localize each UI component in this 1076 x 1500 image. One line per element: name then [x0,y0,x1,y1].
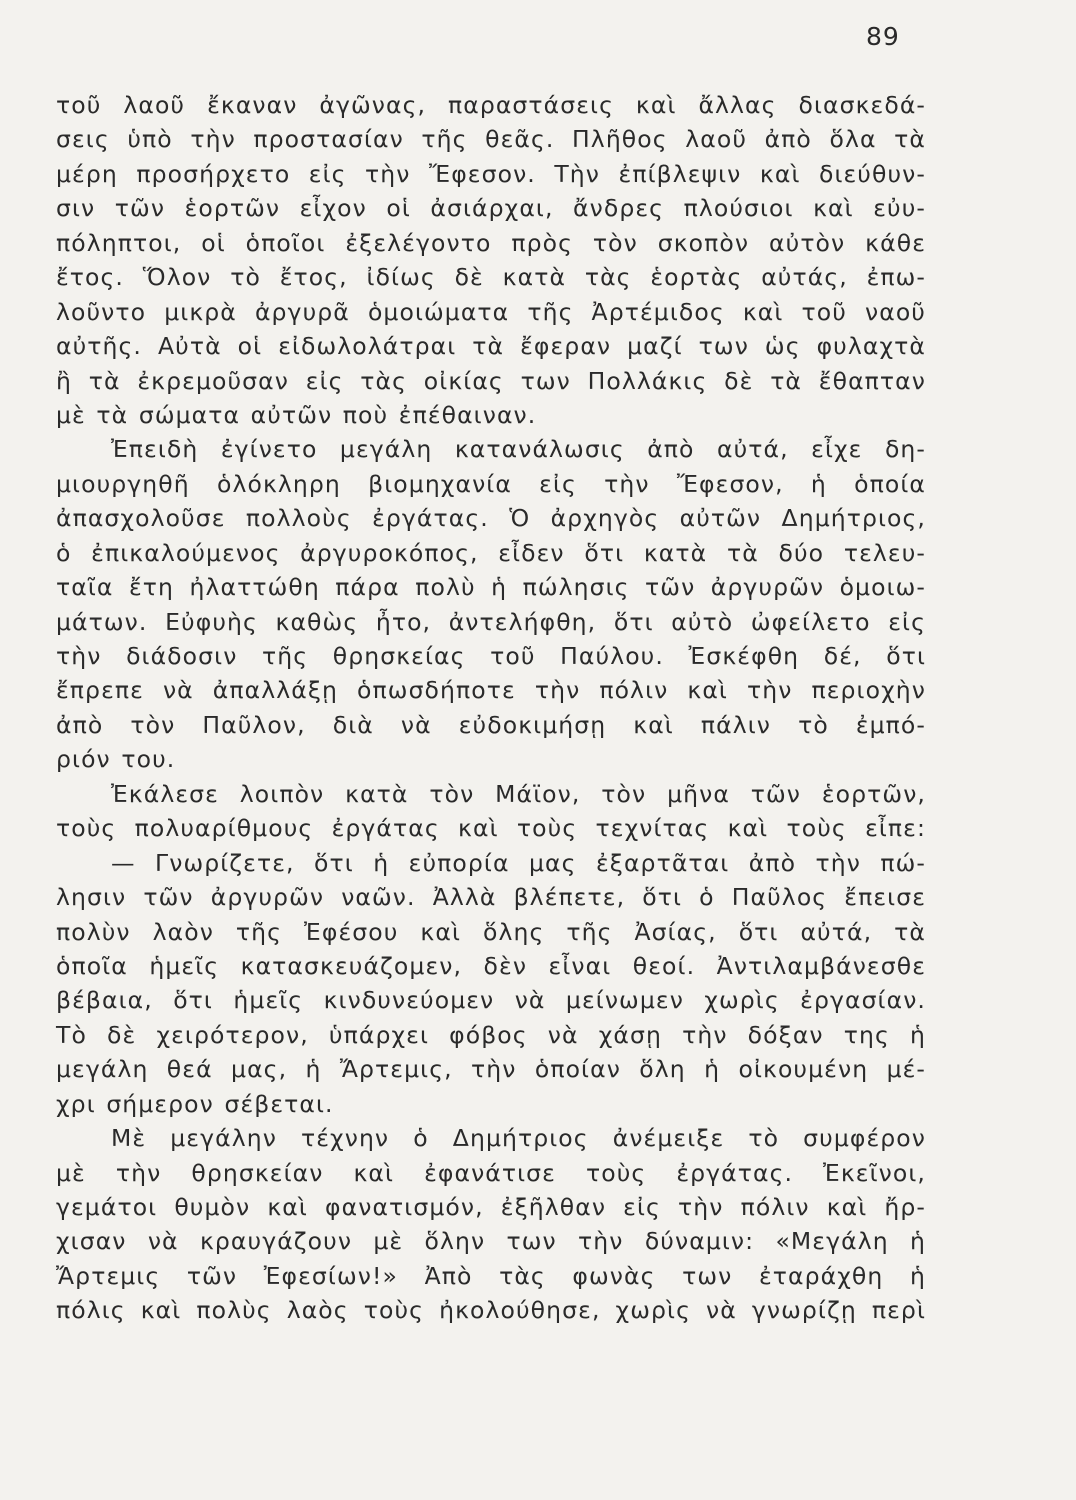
text-line: πόλις καὶ πολὺς λαὸς τοὺς ἠκολούθησε, χωρὶς νὰ γνωρίζῃ περὶ [56,1296,926,1325]
text-line: πόληπτοι, οἱ ὁποῖοι ἐξελέγοντο πρὸς τὸν σκοπὸν αὐτὸν κάθε [56,228,926,257]
text-line: Ἄρτεμις τῶν Ἐφεσίων!» Ἀπὸ τὰς φωνὰς των ἐταράχθη ἡ [56,1261,926,1290]
text-line: ἀπὸ τὸν Παῦλον, διὰ νὰ εὐδοκιμήσῃ καὶ πάλιν τὸ ἐμπό- [56,710,926,739]
text-line: Τὸ δὲ χειρότερον, ὑπάρχει φόβος νὰ χάσῃ τὴν δόξαν της ἡ [56,1020,926,1049]
text-line: τοὺς πολυαρίθμους ἐργάτας καὶ τοὺς τεχνίτας καὶ τοὺς εἶπε: [56,814,926,843]
text-line: αὐτῆς. Αὐτὰ οἱ εἰδωλολάτραι τὰ ἔφεραν μαζί των ὡς φυλαχτὰ [56,332,926,361]
text-line: μάτων. Εὐφυὴς καθὼς ἦτο, ἀντελήφθη, ὅτι αὐτὸ ὠφείλετο εἰς [56,607,926,636]
text-line: τοῦ λαοῦ ἔκαναν ἀγῶνας, παραστάσεις καὶ ἄλλας διασκεδά- [56,91,926,119]
text-line: — Γνωρίζετε, ὅτι ἡ εὐπορία μας ἐξαρτᾶται ἀπὸ τὴν πώ- [111,848,926,877]
text-line: βέβαια, ὅτι ἡμεῖς κινδυνεύομεν νὰ μείνωμεν χωρὶς ἐργασίαν. [56,986,926,1015]
text-line: Μὲ μεγάλην τέχνην ὁ Δημήτριος ἀνέμειξε τὸ συμφέρον [111,1124,926,1153]
text-line: ὁ ἐπικαλούμενος ἀργυροκόπος, εἶδεν ὅτι κατὰ τὰ δύο τελευ- [56,538,926,567]
text-line: χρι σήμερον σέβεται. [56,1089,334,1118]
page-number: 89 [866,22,900,51]
body-text [56,88,926,1328]
text-line: τὴν διάδοσιν τῆς θρησκείας τοῦ Παύλου. Ἐσκέφθη δέ, ὅτι [56,642,926,670]
text-line: ἀπασχολοῦσε πολλοὺς ἐργάτας. Ὁ ἀρχηγὸς αὐτῶν Δημήτριος, [56,504,926,533]
text-line: λησιν τῶν ἀργυρῶν ναῶν. Ἀλλὰ βλέπετε, ὅτι ὁ Παῦλος ἔπεισε [56,883,926,912]
text-line: γεμάτοι θυμὸν καὶ φανατισμόν, ἐξῆλθαν εἰς τὴν πόλιν καὶ ἤρ- [56,1193,926,1221]
text-line: σεις ὑπὸ τὴν προστασίαν τῆς θεᾶς. Πλῆθος λαοῦ ἀπὸ ὅλα τὰ [56,125,926,154]
text-line: ἔτος. Ὅλον τὸ ἔτος, ἰδίως δὲ κατὰ τὰς ἑορτὰς αὐτάς, ἐπω- [56,263,926,292]
text-line: μὲ τὴν θρησκείαν καὶ ἐφανάτισε τοὺς ἐργάτας. Ἐκεῖνοι, [56,1158,926,1187]
text-line: ἔπρεπε νὰ ἀπαλλάξῃ ὁπωσδήποτε τὴν πόλιν καὶ τὴν περιοχὴν [56,676,926,705]
text-line: μέρη προσήρχετο εἰς τὴν Ἔφεσον. Τὴν ἐπίβλεψιν καὶ διεύθυν- [56,159,926,188]
text-line: λοῦντο μικρὰ ἀργυρᾶ ὁμοιώματα τῆς Ἀρτέμιδος καὶ τοῦ ναοῦ [56,297,926,326]
text-line: σιν τῶν ἑορτῶν εἶχον οἱ ἀσιάρχαι, ἄνδρες πλούσιοι καὶ εὐυ- [56,194,926,223]
text-line: ὁποῖα ἡμεῖς κατασκευάζομεν, δὲν εἶναι θεοί. Ἀντιλαμβάνεσθε [56,951,926,980]
text-line: μιουργηθῆ ὁλόκληρη βιομηχανία εἰς τὴν Ἔφεσον, ἡ ὁποία [56,469,926,498]
text-line: μεγάλη θεά μας, ἡ Ἄρτεμις, τὴν ὁποίαν ὅλη ἡ οἰκουμένη μέ- [56,1055,926,1084]
text-line: Ἐπειδὴ ἐγίνετο μεγάλη κατανάλωσις ἀπὸ αὐτά, εἶχε δη- [111,435,926,464]
text-line: ταῖα ἔτη ἠλαττώθη πάρα πολὺ ἡ πώλησις τῶν ἀργυρῶν ὁμοιω- [56,573,926,602]
text-line: Ἐκάλεσε λοιπὸν κατὰ τὸν Μάϊον, τὸν μῆνα τῶν ἑορτῶν, [111,779,926,808]
text-line: ἢ τὰ ἐκρεμοῦσαν εἰς τὰς οἰκίας των Πολλάκις δὲ τὰ ἔθαπταν [56,366,926,395]
text-line: ριόν του. [56,745,176,774]
text-line: χισαν νὰ κραυγάζουν μὲ ὅλην των τὴν δύναμιν: «Μεγάλη ἡ [56,1227,926,1256]
text-line: μὲ τὰ σώματα αὐτῶν ποὺ ἐπέθαιναν. [56,400,537,429]
text-line: πολὺν λαὸν τῆς Ἐφέσου καὶ ὅλης τῆς Ἀσίας, ὅτι αὐτά, τὰ [56,917,926,946]
